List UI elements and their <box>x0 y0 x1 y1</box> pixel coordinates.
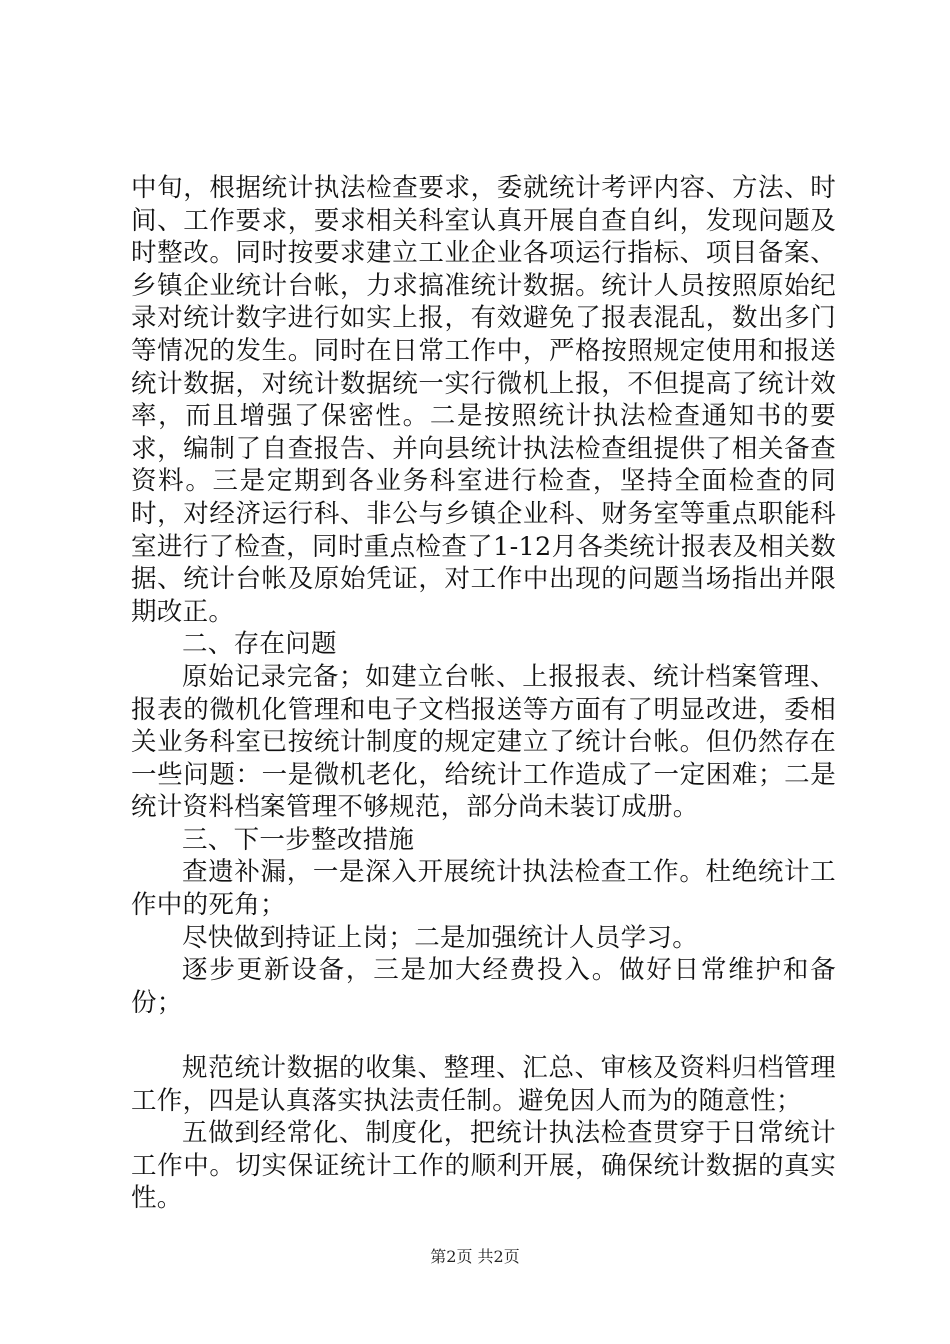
paragraph-measure-3: 逐步更新设备，三是加大经费投入。做好日常维护和备份； <box>131 955 836 1018</box>
paragraph-measure-1: 查遗补漏，一是深入开展统计执法检查工作。杜绝统计工作中的死角； <box>131 857 836 921</box>
page-footer: 第2页 共2页 <box>430 1247 520 1266</box>
paragraph-measure-2: 尽快做到持证上岗；二是加强统计人员学习。 <box>182 922 699 953</box>
paragraph-measure-5: 五做到经常化、制度化，把统计执法检查贯穿于日常统计工作中。切实保证统计工作的顺利开展，确保统计数据的真实性。 <box>131 1118 836 1214</box>
section-heading-problems: 二、存在问题 <box>182 629 337 660</box>
document-body <box>131 172 836 1215</box>
paragraph-problems: 原始记录完备；如建立台帐、上报报表、统计档案管理、报表的微机化管理和电子文档报送等方面有了明显改进，委相关业务科室已按统计制度的规定建立了统计台帐。但仍然存在一些问题：一是微机老化，给统计工作造成了一定困难；二是统计资料档案管理不够规范，部分尚未装订成册。 <box>131 661 836 823</box>
paragraph-continued: 中旬，根据统计执法检查要求，委就统计考评内容、方法、时间、工作要求，要求相关科室认真开展自查自纠，发现问题及时整改。同时按要求建立工业企业各项运行指标、项目备案、乡镇企业统计台帐，力求搞准统计数据。统计人员按照原始纪录对统计数字进行如实上报，有效避免了报表混乱，数出多门等情况的发生。同时在日常工作中，严格按照规定使用和报送统计数据，对统计数据统一实行微机上报，不但提高了统计效率，而且增强了保密性。二是按照统计执法检查通知书的要求，编制了自查报告、并向县统计执法检查组提供了相关备查资料。三是定期到各业务科室进行检查，坚持全面检查的同时，对经济运行科、非公与乡镇企业科、财务室等重点职能科室进行了检查，同时重点检查了1-12月各类统计报表及相关数据、统计台帐及原始凭证，对工作中出现的问题当场指出并限期改正。 <box>131 173 836 627</box>
blank-line <box>131 1019 836 1052</box>
paragraph-measure-4: 规范统计数据的收集、整理、汇总、审核及资料归档管理工作，四是认真落实执法责任制。避免因人而为的随意性； <box>131 1053 836 1116</box>
section-heading-measures: 三、下一步整改措施 <box>182 824 415 855</box>
